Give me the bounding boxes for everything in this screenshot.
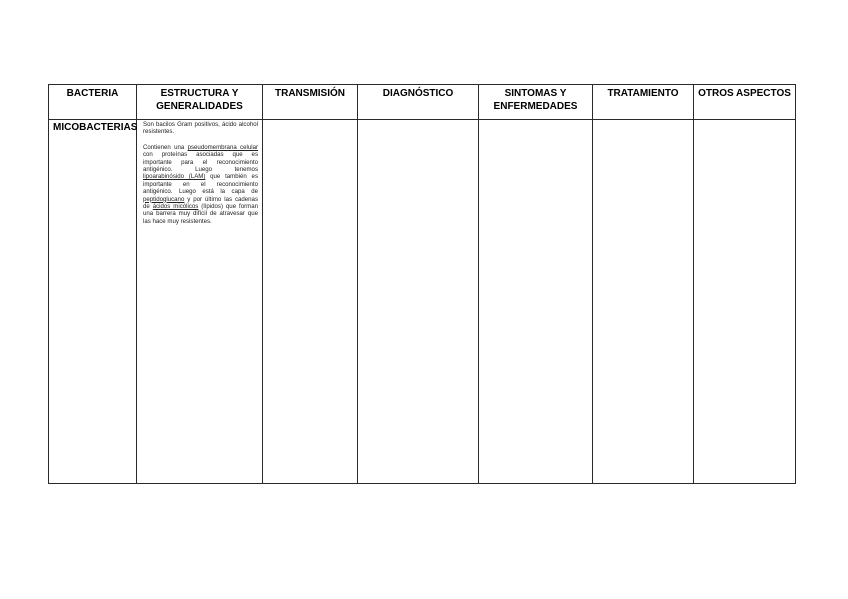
header-diagnostico: DIAGNÓSTICO [358, 85, 479, 120]
header-sintomas: SINTOMAS Y ENFERMEDADES [479, 85, 593, 120]
header-bacteria: BACTERIA [49, 85, 137, 120]
text-segment: Contienen una [143, 143, 188, 151]
term-pseudomembrana: pseudomembrana celular [187, 143, 259, 151]
text-segment: con proteínas asociadas que es importante para el reconocimiento antigénico. Luego tenemos [143, 151, 258, 174]
estructura-paragraph-2 [143, 144, 258, 225]
estructura-cell [137, 120, 263, 484]
header-transmision: TRANSMISIÓN [263, 85, 358, 120]
table-row [49, 120, 796, 484]
term-peptidoglucano: peptidoglucano [143, 195, 185, 203]
text-segment: que también es importante en el reconocimiento antigénico. Luego está la capa de [143, 173, 258, 196]
estructura-paragraph-1: Son bacilos Gram positivos, ácido alcohol resistentes. [143, 121, 258, 136]
text-segment: y por último las cadenas de [143, 195, 258, 211]
header-row [49, 85, 796, 120]
bacteria-table [48, 84, 796, 484]
bacteria-name-cell: MICOBACTERIAS [49, 120, 137, 484]
transmision-cell [263, 120, 358, 484]
diagnostico-cell [358, 120, 479, 484]
header-tratamiento: TRATAMIENTO [593, 85, 694, 120]
sintomas-cell [479, 120, 593, 484]
text-segment: (lípidos) que forman una barrera muy difícil de atravesar que las hace muy resistentes. [143, 203, 258, 225]
header-estructura: ESTRUCTURA Y GENERALIDADES [137, 85, 263, 120]
tratamiento-cell [593, 120, 694, 484]
term-acidos-micolicos: ácidos micólicos [152, 203, 199, 211]
otros-cell [694, 120, 796, 484]
header-otros: OTROS ASPECTOS [694, 85, 796, 120]
term-lam: lipoarabinósido (LAM) [143, 173, 206, 181]
